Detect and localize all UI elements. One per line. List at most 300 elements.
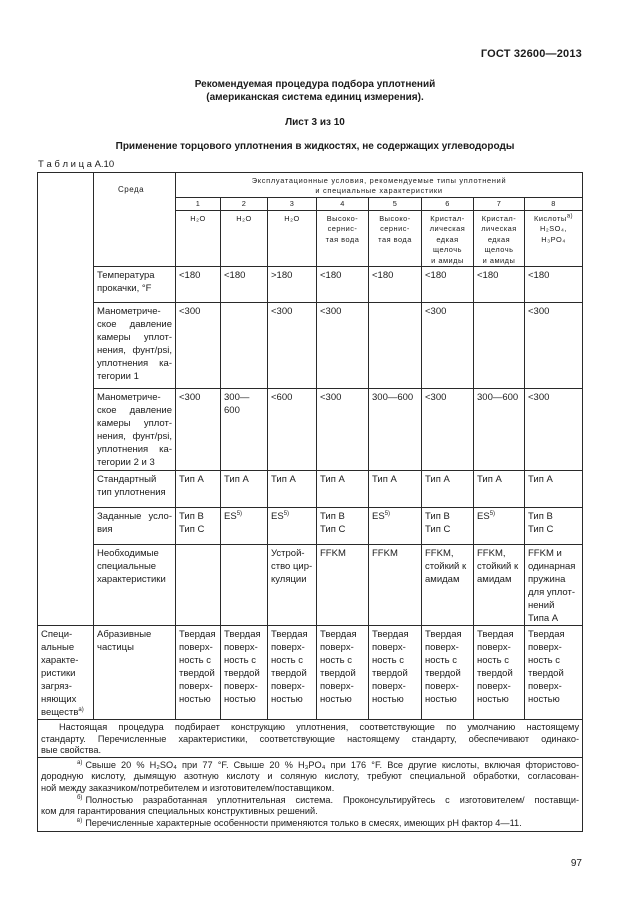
- value-line: ностью: [425, 694, 457, 706]
- medium-line: Кристал-: [430, 214, 465, 223]
- value-line: ность с: [372, 655, 404, 667]
- value-line: [224, 510, 265, 523]
- value-line: ность с: [179, 655, 211, 667]
- footnote-mark: в): [77, 817, 83, 824]
- note-line: вые свойства.: [41, 745, 102, 756]
- row-label-line: ское давление: [97, 405, 172, 417]
- medium-cell: [525, 211, 583, 267]
- row-label-line: уплотнения ка-: [97, 358, 172, 370]
- value-line: твердой: [224, 668, 260, 680]
- value-cell: [221, 471, 268, 508]
- value-line: Тип А: [425, 474, 450, 486]
- title-line-2: (американская система единиц измерения).: [206, 92, 424, 103]
- value-cell: [221, 389, 268, 471]
- value-line: поверх-: [271, 681, 305, 693]
- value-line: Твердая: [372, 629, 409, 641]
- group-label-line: характе-: [41, 655, 79, 667]
- medium-cell: [176, 211, 221, 267]
- value-line: ностью: [179, 694, 211, 706]
- value-line: <180: [372, 270, 394, 282]
- value-cell: [268, 267, 317, 303]
- note-cell: [38, 720, 583, 758]
- value-cell: [317, 545, 369, 626]
- footnote-line: [41, 783, 579, 795]
- value-line: [271, 510, 314, 523]
- row-label-line: характеристики: [97, 574, 166, 586]
- value-line: Типа А: [528, 613, 559, 625]
- value-line: Твердая: [224, 629, 261, 641]
- value-line: ностью: [271, 694, 303, 706]
- value-cell: [317, 508, 369, 545]
- value-cell: [525, 303, 583, 389]
- value-line: <300: [425, 306, 447, 318]
- footnote-line: [41, 795, 579, 807]
- value-line: <300: [425, 392, 447, 404]
- value-line: твердой: [528, 668, 564, 680]
- medium-line: лическая: [481, 224, 517, 234]
- value-cell: [474, 545, 525, 626]
- value-line: куляции: [271, 574, 307, 586]
- footnote-text: Перечисленные характерные особенности применяются только в смесях, имеющих pH фактор 4—11.: [85, 817, 522, 828]
- row-label-line: ское давление: [97, 319, 172, 331]
- footnote-ref: 5): [236, 510, 243, 517]
- row-label-line: прокачки, °F: [97, 283, 152, 295]
- group-label-line: Специ-: [41, 629, 73, 641]
- value-line: стойкий к: [477, 561, 519, 573]
- medium-header: Среда: [118, 185, 145, 194]
- medium-line: [526, 214, 581, 224]
- value-line: Тип В: [179, 511, 204, 523]
- table-row: [38, 508, 583, 545]
- table-row: [38, 545, 583, 626]
- value-cell: [221, 267, 268, 303]
- value-cell: [317, 471, 369, 508]
- value-cell: [176, 626, 221, 720]
- row-label-line: тегории 1: [97, 371, 139, 383]
- group-label-line: ристики: [41, 668, 76, 680]
- value-line: твердой: [179, 668, 215, 680]
- header-row: [38, 173, 583, 198]
- value-line: ностью: [477, 694, 509, 706]
- value-line: ность с: [477, 655, 509, 667]
- value-line: Твердая: [179, 629, 216, 641]
- table-row: [38, 303, 583, 389]
- row-label-line: вия: [97, 524, 113, 536]
- row-label-cell: [94, 508, 176, 545]
- medium-header-cell: [94, 173, 176, 267]
- value-line: поверх-: [528, 642, 562, 654]
- value-cell: [317, 303, 369, 389]
- value-line: Твердая: [271, 629, 308, 641]
- value-cell: [176, 389, 221, 471]
- sheet-label: Лист 3 из 10: [285, 117, 345, 128]
- footnote-ref: 5): [283, 510, 290, 517]
- value-cell: [422, 545, 474, 626]
- value-line: <300: [271, 306, 293, 318]
- value-cell: [422, 626, 474, 720]
- value-line: Твердая: [477, 629, 514, 641]
- column-number: 4: [340, 199, 345, 208]
- value-line: твердой: [425, 668, 461, 680]
- value-line: FFKM,: [477, 548, 506, 560]
- blank-cell: [38, 173, 94, 626]
- value-cell: [221, 545, 268, 626]
- value-line: FFKM и: [528, 548, 562, 560]
- column-number-cell: [369, 198, 422, 211]
- value-cell: [268, 626, 317, 720]
- value-cell: [176, 471, 221, 508]
- medium-line: щелочь: [433, 245, 462, 255]
- note-row: [38, 720, 583, 758]
- value-line: <180: [477, 270, 499, 282]
- row-label-line: нения, фунт/psi,: [97, 431, 172, 443]
- group-label-line: загряз-: [41, 681, 72, 693]
- value-line: Твердая: [425, 629, 462, 641]
- value-cell: [474, 267, 525, 303]
- row-label-line: Температура: [97, 270, 155, 282]
- row-label-line: нения, фунт/psi,: [97, 345, 172, 357]
- value-cell: [176, 508, 221, 545]
- table-row: [38, 267, 583, 303]
- table-row: [38, 626, 583, 720]
- row-label-line: тегории 2 и 3: [97, 457, 155, 469]
- value-line: для уплот-: [528, 587, 576, 599]
- value-cell: [525, 267, 583, 303]
- value-line: амидам: [425, 574, 460, 586]
- note-line: стандарту. Перечисленные характеристики, соответствующие настоящему стандарту, обеспечивают одинако-: [41, 733, 580, 744]
- value-line: <180: [224, 270, 246, 282]
- medium-line: сернис-: [380, 224, 410, 234]
- group-label-line: альные: [41, 642, 75, 654]
- value-cell: [369, 303, 422, 389]
- group-label-line: няющих: [41, 694, 77, 706]
- value-line: Тип А: [224, 474, 249, 486]
- table-caption: Т а б л и ц а А.10: [38, 159, 115, 170]
- medium-line: сернис-: [327, 224, 358, 234]
- value-line: поверх-: [320, 681, 354, 693]
- row-label-cell: [94, 471, 176, 508]
- column-number-cell: [176, 198, 221, 211]
- value-line: поверх-: [224, 681, 258, 693]
- value-cell: [525, 389, 583, 471]
- column-number: 1: [195, 199, 201, 208]
- medium-cell: [422, 211, 474, 267]
- row-label-line: Стандартный: [97, 474, 157, 486]
- value-line: одинарная: [528, 561, 576, 573]
- group-label-text: веществ: [41, 707, 79, 719]
- value-line: твердой: [320, 668, 356, 680]
- row-label-line: Заданные усло-: [97, 511, 172, 523]
- value-line: <180: [179, 270, 201, 282]
- medium-line: H₃PO₄: [541, 234, 566, 244]
- footnote-text: Свыше 20 % H₂SO₄ при 77 °F. Свыше 20 % H₃PO₄ при 176 °F. Все другие кислоты, включая фтористово-: [85, 759, 580, 770]
- value-line: <300: [320, 306, 342, 318]
- value-cell: [474, 303, 525, 389]
- value-cell: [176, 545, 221, 626]
- value-line: ностью: [320, 694, 352, 706]
- medium-text: Кислоты: [534, 214, 567, 223]
- seal-selection-table: [37, 172, 583, 832]
- value-cell: [268, 389, 317, 471]
- row-label-cell: [94, 389, 176, 471]
- row-label-line: Необходимые: [97, 548, 159, 560]
- value-cell: [176, 303, 221, 389]
- value-cell: [221, 626, 268, 720]
- value-line: Тип С: [425, 524, 451, 536]
- value-line: 300—600: [372, 392, 414, 404]
- row-label-line: частицы: [97, 642, 134, 654]
- value-line: Тип В: [425, 511, 450, 523]
- column-number: 6: [445, 199, 450, 208]
- row-label-cell: [94, 626, 176, 720]
- medium-line: Высоко-: [326, 214, 359, 223]
- row-label-line: уплотнения ка-: [97, 444, 172, 456]
- footnote-mark: б): [77, 794, 83, 801]
- value-line: поверх-: [425, 681, 459, 693]
- row-label-line: Манометриче-: [97, 306, 161, 318]
- value-cell: [176, 267, 221, 303]
- value-line: амидам: [477, 574, 512, 586]
- row-label-cell: [94, 545, 176, 626]
- value-cell: [268, 508, 317, 545]
- conditions-header-cell: [176, 173, 583, 198]
- column-number-cell: [221, 198, 268, 211]
- medium-line: тая вода: [325, 234, 360, 244]
- medium-line: щелочь: [484, 245, 514, 255]
- medium-line: и амиды: [431, 255, 464, 265]
- value-cell: [474, 389, 525, 471]
- value-cell: [268, 471, 317, 508]
- value-line: твердой: [271, 668, 307, 680]
- value-line: пружина: [528, 574, 566, 586]
- column-number: 3: [289, 199, 295, 208]
- value-line: поверх-: [179, 681, 213, 693]
- subtitle: Применение торцового уплотнения в жидкостях, не содержащих углеводороды: [115, 141, 515, 152]
- footnote-ref: а): [78, 706, 84, 713]
- value-line: Тип С: [528, 524, 554, 536]
- value-line: 300—600: [477, 392, 519, 404]
- value-cell: [268, 545, 317, 626]
- value-line: нений: [528, 600, 555, 612]
- medium-line: и амиды: [482, 255, 516, 265]
- footnote-text: дородную кислоту, дымящую азотную кислоту и соляную кислоту, требуют специальной обработки, согласован-: [41, 771, 580, 782]
- footnote-ref: 5): [489, 510, 496, 517]
- table-row: [38, 471, 583, 508]
- value-cell: [525, 508, 583, 545]
- value-line: Тип В: [528, 511, 553, 523]
- value-line: FFKM: [320, 548, 346, 560]
- column-number: 2: [241, 199, 247, 208]
- value-line: Тип А: [528, 474, 553, 486]
- value-line: <180: [320, 270, 342, 282]
- footnote-text: ной между заказчиком/потребителем и изготовителем/поставщиком.: [41, 783, 335, 793]
- value-line: Тип А: [179, 474, 204, 486]
- value-line: поверх-: [320, 642, 354, 654]
- column-number-cell: [422, 198, 474, 211]
- footnote-text: ком для гарантирования специальных конструктивных решений.: [41, 806, 318, 817]
- row-label-cell: [94, 303, 176, 389]
- row-label-line: камеры уплот-: [97, 418, 172, 430]
- row-label-line: специальные: [97, 561, 157, 573]
- table-body: [38, 173, 583, 832]
- medium-line: едкая: [436, 234, 459, 244]
- value-line: FFKM,: [425, 548, 454, 560]
- value-line: Тип А: [372, 474, 397, 486]
- row-label-cell: [94, 267, 176, 303]
- standard-number: ГОСТ 32600—2013: [480, 48, 582, 60]
- value-line: твердой: [372, 668, 408, 680]
- value-text: ES: [477, 511, 490, 523]
- medium-line: H₂O: [236, 214, 252, 223]
- medium-line: H₂O: [284, 214, 300, 223]
- value-cell: [525, 545, 583, 626]
- medium-line: тая вода: [378, 234, 412, 244]
- table-row: [38, 389, 583, 471]
- value-line: поверх-: [477, 681, 511, 693]
- value-cell: [221, 303, 268, 389]
- value-line: Тип А: [477, 474, 502, 486]
- value-line: Твердая: [320, 629, 357, 641]
- value-line: поверх-: [179, 642, 213, 654]
- medium-cell: [474, 211, 525, 267]
- value-cell: [525, 471, 583, 508]
- row-label-line: Абразивные: [97, 629, 152, 641]
- value-line: поверх-: [528, 681, 562, 693]
- value-line: ностью: [528, 694, 560, 706]
- value-line: Устрой-: [271, 548, 305, 560]
- value-line: Тип А: [271, 474, 296, 486]
- value-line: ностью: [224, 694, 256, 706]
- value-line: <300: [320, 392, 342, 404]
- row-label-line: Манометриче-: [97, 392, 161, 404]
- footnote-ref: 5): [384, 510, 391, 517]
- value-cell: [422, 267, 474, 303]
- value-cell: [369, 267, 422, 303]
- column-number-cell: [525, 198, 583, 211]
- value-line: поверх-: [425, 642, 459, 654]
- value-cell: [422, 303, 474, 389]
- value-cell: [317, 389, 369, 471]
- value-line: твердой: [477, 668, 513, 680]
- value-cell: [422, 508, 474, 545]
- value-line: Твердая: [528, 629, 565, 641]
- value-cell: [268, 303, 317, 389]
- column-number-cell: [317, 198, 369, 211]
- value-cell: [525, 626, 583, 720]
- footnote-line: [41, 806, 579, 818]
- value-cell: [474, 626, 525, 720]
- value-line: поверх-: [477, 642, 511, 654]
- value-line: ность с: [271, 655, 303, 667]
- title-line-1: Рекомендуемая процедура подбора уплотнений: [194, 79, 436, 90]
- footnote-line: [41, 818, 579, 830]
- footnote-text: Полностью разработанная уплотнительная система. Проконсультируйтесь с изготовителем/ поставщи-: [85, 794, 580, 805]
- value-line: <180: [528, 270, 550, 282]
- column-number: 5: [392, 199, 398, 208]
- footnotes-cell: [38, 757, 583, 831]
- value-text: ES: [271, 511, 284, 523]
- value-line: ность с: [425, 655, 457, 667]
- value-line: >180: [271, 270, 293, 282]
- conditions-header-line: Эксплуатационные условия, рекомендуемые типы уплотнений: [251, 176, 507, 185]
- value-line: Тип С: [320, 524, 346, 536]
- value-line: <180: [425, 270, 447, 282]
- column-number-cell: [268, 198, 317, 211]
- value-cell: [422, 471, 474, 508]
- value-cell: [369, 471, 422, 508]
- value-line: <300: [179, 306, 201, 318]
- column-number: 7: [496, 199, 502, 208]
- value-line: поверх-: [271, 642, 305, 654]
- footnote-line: [41, 760, 579, 772]
- group-label-line: [41, 706, 91, 719]
- medium-line: Кристал-: [481, 214, 517, 223]
- medium-line: H₂SO₄,: [540, 224, 567, 234]
- value-cell: [317, 626, 369, 720]
- value-line: Тип С: [179, 524, 205, 536]
- column-number-cell: [474, 198, 525, 211]
- conditions-header-line: и специальные характеристики: [315, 186, 443, 196]
- value-line: поверх-: [372, 681, 406, 693]
- value-line: [372, 510, 419, 523]
- value-cell: [369, 626, 422, 720]
- note-line: Настоящая процедура подбирает конструкцию уплотнения, соответствующие по умолчанию настоящему: [59, 722, 580, 733]
- value-line: стойкий к: [425, 561, 467, 573]
- medium-cell: [317, 211, 369, 267]
- value-cell: [221, 508, 268, 545]
- value-cell: [474, 508, 525, 545]
- medium-line: лическая: [429, 224, 466, 234]
- row-label-line: тип уплотнения: [97, 487, 166, 499]
- value-line: FFKM: [372, 548, 398, 560]
- medium-cell: [369, 211, 422, 267]
- group-label-cell: [38, 626, 94, 720]
- medium-cell: [268, 211, 317, 267]
- value-line: ность с: [224, 655, 256, 667]
- value-line: <300: [179, 392, 201, 404]
- value-line: [477, 510, 522, 523]
- value-line: Тип В: [320, 511, 345, 523]
- value-cell: [317, 267, 369, 303]
- value-text: ES: [372, 511, 385, 523]
- footnote-mark: а): [77, 759, 83, 766]
- value-line: 300—600: [224, 392, 250, 417]
- value-cell: [422, 389, 474, 471]
- row-label-line: камеры уплот-: [97, 332, 172, 344]
- medium-line: H₂O: [190, 214, 206, 223]
- footnotes-row: [38, 757, 583, 831]
- footnote-ref: а): [566, 213, 574, 220]
- value-cell: [369, 389, 422, 471]
- value-cell: [369, 508, 422, 545]
- value-line: Тип А: [320, 474, 345, 486]
- value-line: <600: [271, 392, 293, 404]
- footnote-line: [41, 771, 579, 783]
- value-cell: [474, 471, 525, 508]
- value-cell: [369, 545, 422, 626]
- value-line: <300: [528, 392, 550, 404]
- medium-line: Высоко-: [379, 214, 411, 223]
- value-text: ES: [224, 511, 237, 523]
- value-line: поверх-: [372, 642, 406, 654]
- medium-line: едкая: [487, 234, 511, 244]
- value-line: ство цир-: [271, 561, 313, 573]
- value-line: поверх-: [224, 642, 258, 654]
- column-number: 8: [551, 199, 556, 208]
- medium-cell: [221, 211, 268, 267]
- page-number: 97: [570, 858, 582, 869]
- value-line: <300: [528, 306, 550, 318]
